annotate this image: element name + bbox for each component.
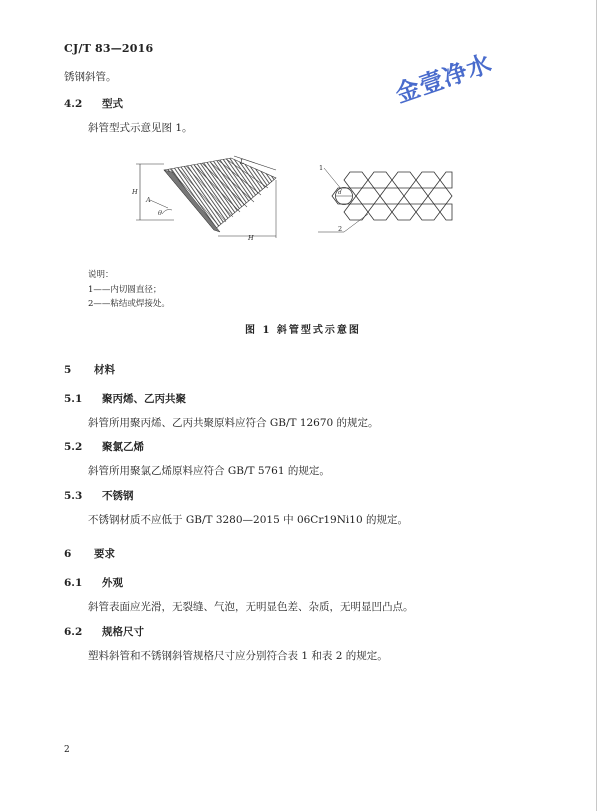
section-5-3-text: 不锈钢材质不应低于 GB/T 3280—2015 中 06Cr19Ni10 的规定。 <box>88 514 408 526</box>
section-5-2-heading <box>64 439 144 454</box>
label-2: 2 <box>338 225 343 233</box>
continued-text: 锈钢斜管。 <box>64 71 117 83</box>
document-code-header: CJ/T 83—2016 <box>64 42 154 55</box>
section-number: 5.2 <box>64 441 83 453</box>
section-title: 型式 <box>102 98 123 110</box>
label-H-bottom: H <box>248 234 254 242</box>
section-5-heading <box>64 362 115 377</box>
section-number: 6.1 <box>64 577 83 589</box>
label-theta: θ <box>158 209 162 217</box>
figure-note-1: 1——内切圆直径； <box>88 285 162 295</box>
section-number: 4.2 <box>64 98 83 110</box>
section-6-1-text: 斜管表面应光滑，无裂缝、气泡，无明显色差、杂质，无明显凹凸点。 <box>88 601 414 613</box>
section-title: 要求 <box>94 548 115 560</box>
section-number: 5.1 <box>64 393 83 405</box>
figure-note-2: 2——粘结或焊接处。 <box>88 299 170 309</box>
section-6-2-heading <box>64 624 144 639</box>
section-5-1-heading <box>64 391 186 406</box>
section-number: 5 <box>64 364 72 376</box>
section-6-1-heading <box>64 575 123 590</box>
label-L: L <box>240 158 245 166</box>
section-6-heading <box>64 546 115 561</box>
page-number: 2 <box>64 745 70 755</box>
section-title: 聚氯乙烯 <box>102 441 144 453</box>
section-title: 规格尺寸 <box>102 626 144 638</box>
hexagon-section-diagram <box>314 160 454 240</box>
section-5-2-text: 斜管所用聚氯乙烯原料应符合 GB/T 5761 的规定。 <box>88 465 330 477</box>
figure-notes-title: 说明： <box>88 270 114 280</box>
section-5-3-heading <box>64 488 134 503</box>
section-number: 6 <box>64 548 72 560</box>
section-number: 6.2 <box>64 626 83 638</box>
section-6-2-text: 塑料斜管和不锈钢斜管规格尺寸应分别符合表 1 和表 2 的规定。 <box>88 650 388 662</box>
label-H: H <box>132 188 138 196</box>
label-A: A <box>146 196 151 204</box>
label-1: 1 <box>319 164 324 172</box>
watermark-logo: 金壹净水 <box>391 49 496 109</box>
figure-caption: 图 1 斜管型式示意图 <box>245 325 361 336</box>
section-number: 5.3 <box>64 490 83 502</box>
section-title: 不锈钢 <box>102 490 134 502</box>
section-title: 材料 <box>94 364 115 376</box>
section-4-2-heading <box>64 96 123 111</box>
label-d: d <box>338 190 342 196</box>
section-title: 聚丙烯、乙丙共聚 <box>102 393 186 405</box>
section-title: 外观 <box>102 577 123 589</box>
section-5-1-text: 斜管所用聚丙烯、乙丙共聚原料应符合 GB/T 12670 的规定。 <box>88 417 379 429</box>
section-4-2-text: 斜管型式示意见图 1。 <box>88 122 193 134</box>
tube-bundle-diagram <box>126 152 296 242</box>
